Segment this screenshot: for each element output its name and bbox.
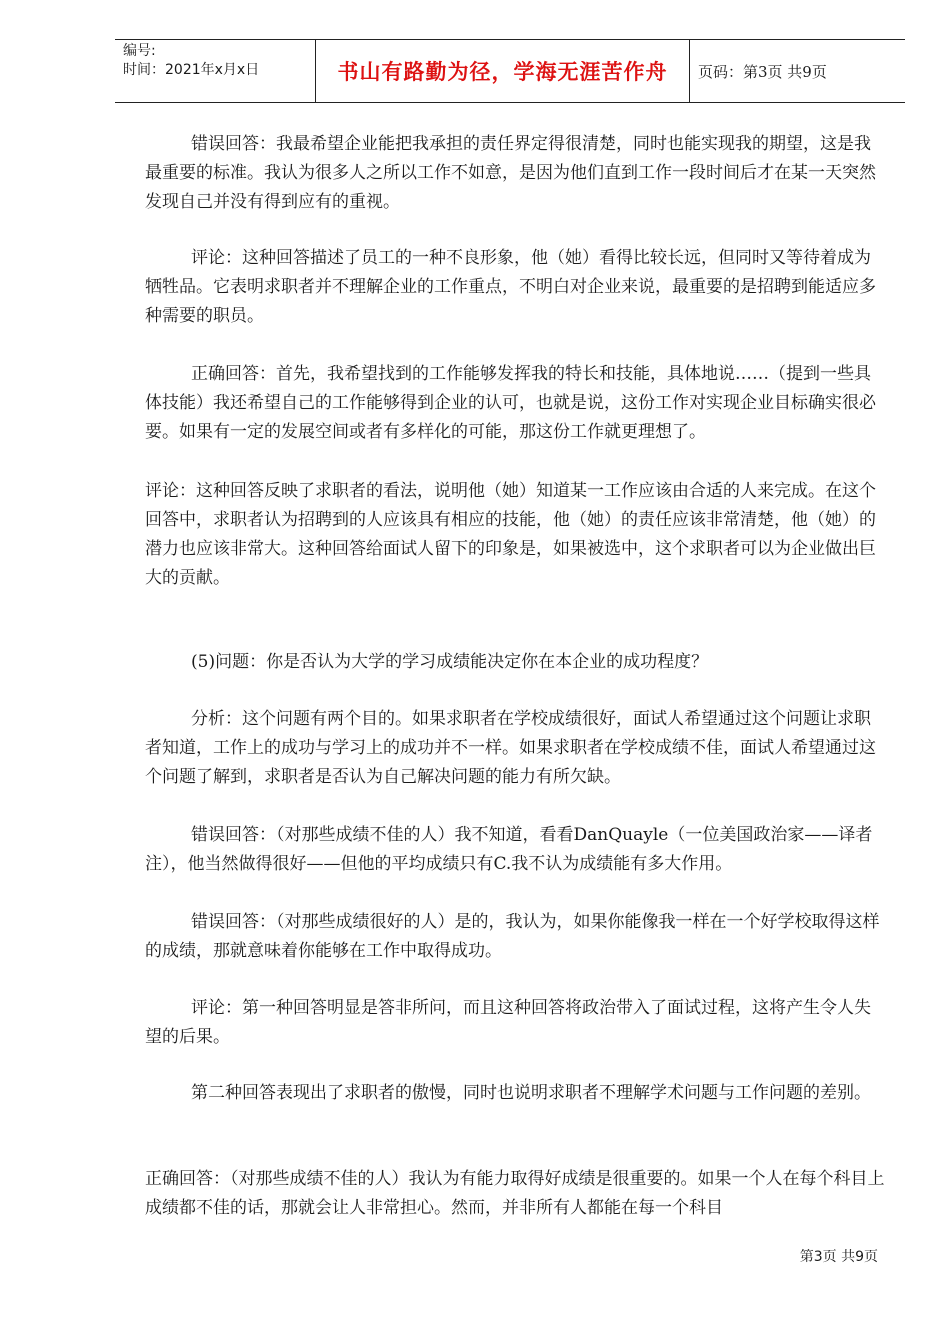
paragraph-analysis: 分析：这个问题有两个目的。如果求职者在学校成绩很好，面试人希望通过这个问题让求职者知道，工作上的成功与学习上的成功并不一样。如果求职者在学校成绩不佳，面试人希望通过这个问题了解到，求职者是否认为自己解决问题的能力有所欠缺。 [145, 709, 876, 787]
header-motto: 书山有路勤为径，学海无涯苦作舟 [337, 60, 668, 84]
paragraph-comment-4: 第二种回答表现出了求职者的傲慢，同时也说明求职者不理解学术问题与工作问题的差别。 [191, 1083, 871, 1103]
header-page-number: 页码：第3页 共9页 [698, 62, 827, 81]
question-5: (5)问题：你是否认为大学的学习成绩能决定你在本企业的成功程度？ [191, 652, 709, 672]
paragraph-comment-1: 评论：这种回答描述了员工的一种不良形象，他（她）看得比较长远，但同时又等待着成为牺牲品。它表明求职者并不理解企业的工作重点，不明白对企业来说，最重要的是招聘到能适应多种需要的职员。 [145, 248, 876, 326]
page-header [115, 39, 905, 103]
paragraph-correct-answer-2: 正确回答：（对那些成绩不佳的人）我认为有能力取得好成绩是很重要的。如果一个人在每个科目上成绩都不佳的话，那就会让人非常担心。然而，并非所有人都能在每一个科目 [145, 1169, 885, 1218]
header-info-cell [115, 40, 316, 102]
page-footer: 第3页 共9页 [799, 1249, 878, 1265]
paragraph-wrong-answer-3: 错误回答：（对那些成绩很好的人）是的，我认为，如果你能像我一样在一个好学校取得这样的成绩，那就意味着你能够在工作中取得成功。 [145, 912, 880, 961]
document-time-label: 时间：2021年x月x日 [123, 62, 260, 78]
header-motto-cell [316, 40, 690, 102]
paragraph-wrong-answer-2: 错误回答：（对那些成绩不佳的人）我不知道，看看DanQuayle（一位美国政治家——译者注），他当然做得很好——但他的平均成绩只有C.我不认为成绩能有多大作用。 [145, 825, 873, 874]
document-number-label: 编号: [123, 43, 156, 59]
paragraph-correct-answer-1: 正确回答：首先，我希望找到的工作能够发挥我的特长和技能，具体地说……（提到一些具体技能）我还希望自己的工作能够得到企业的认可，也就是说，这份工作对实现企业目标确实很必要。如果有一定的发展空间或者有多样化的可能，那这份工作就更理想了。 [145, 364, 876, 442]
paragraph-comment-3: 评论：第一种回答明显是答非所问，而且这种回答将政治带入了面试过程，这将产生令人失望的后果。 [145, 998, 871, 1047]
header-page-cell [690, 40, 905, 102]
paragraph-wrong-answer-1: 错误回答：我最希望企业能把我承担的责任界定得很清楚，同时也能实现我的期望，这是我最重要的标准。我认为很多人之所以工作不如意，是因为他们直到工作一段时间后才在某一天突然发现自己并没有得到应有的重视。 [145, 134, 876, 212]
paragraph-comment-2: 评论：这种回答反映了求职者的看法，说明他（她）知道某一工作应该由合适的人来完成。在这个回答中，求职者认为招聘到的人应该具有相应的技能，他（她）的责任应该非常清楚，他（她）的潜力也应该非常大。这种回答给面试人留下的印象是，如果被选中，这个求职者可以为企业做出巨大的贡献。 [145, 481, 876, 588]
